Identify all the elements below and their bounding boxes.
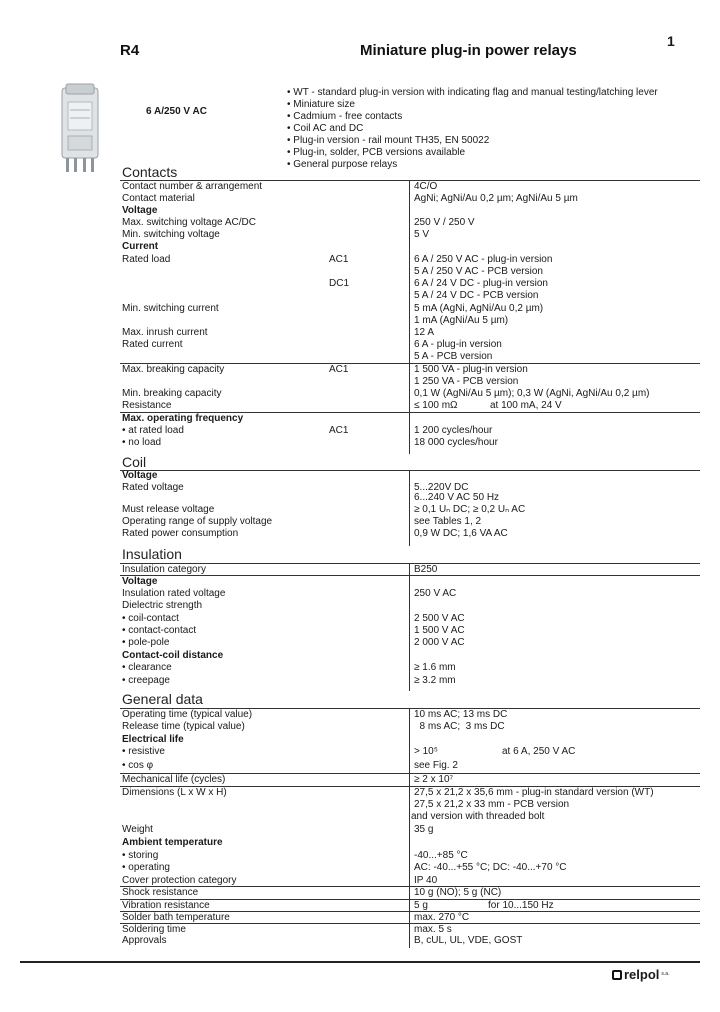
spec-value: 2 000 V AC: [414, 637, 465, 648]
spec-value: ≥ 3.2 mm: [414, 675, 456, 686]
spec-category: AC1: [329, 425, 349, 436]
spec-value: 250 V AC: [414, 588, 457, 599]
spec-value: > 10⁵: [414, 746, 438, 757]
spec-subheading: Ambient temperature: [122, 837, 223, 848]
spec-subheading: Voltage: [122, 576, 158, 587]
spec-label: • creepage: [122, 675, 170, 686]
spec-subheading: Voltage: [122, 470, 158, 481]
spec-condition: at 100 mA, 24 V: [490, 400, 562, 411]
spec-label: Mechanical life (cycles): [122, 774, 226, 785]
spec-value: 5 A / 250 V AC - PCB version: [414, 266, 543, 277]
spec-category: DC1: [329, 278, 350, 289]
spec-value: 5...220V DC: [414, 482, 469, 493]
spec-label: • at rated load: [122, 425, 184, 436]
spec-value: 6 A / 250 V AC - plug-in version: [414, 254, 553, 265]
relpol-logo: [612, 967, 669, 982]
spec-value: 5 V: [414, 229, 430, 240]
spec-label: Rated current: [122, 339, 183, 350]
spec-value: 5 A / 24 V DC - PCB version: [414, 290, 539, 301]
feature-item: • Cadmium - free contacts: [287, 111, 403, 122]
spec-value: 8 ms AC; 3 ms DC: [414, 721, 505, 732]
spec-category: AC1: [329, 254, 349, 265]
page-number: 1: [667, 33, 675, 49]
spec-label: • coil-contact: [122, 613, 179, 624]
section-contacts: Contacts: [122, 164, 178, 180]
spec-label: • pole-pole: [122, 637, 170, 648]
spec-label: • contact-contact: [122, 625, 197, 636]
spec-value: max. 270 °C: [414, 912, 470, 923]
spec-value: AgNi; AgNi/Au 0,2 µm; AgNi/Au 5 µm: [414, 193, 578, 204]
spec-condition: at 6 A, 250 V AC: [502, 746, 576, 757]
spec-value: and version with threaded bolt: [411, 811, 545, 822]
spec-condition: for 10...150 Hz: [488, 900, 554, 911]
spec-value: ≤ 100 mΩ: [414, 400, 458, 411]
spec-label: Max. switching voltage AC/DC: [122, 217, 256, 228]
divider: [120, 563, 700, 564]
spec-value: 27,5 x 21,2 x 33 mm - PCB version: [414, 799, 570, 810]
spec-subheading: Electrical life: [122, 734, 184, 745]
spec-label: • storing: [122, 850, 159, 861]
column-divider: [409, 470, 410, 546]
spec-value: 1 500 VA - plug-in version: [414, 364, 528, 375]
spec-label: Insulation category: [122, 564, 206, 575]
logo-text: relpol: [624, 967, 660, 982]
spec-label: Approvals: [122, 935, 167, 946]
spec-value: 0,9 W DC; 1,6 VA AC: [414, 528, 508, 539]
section-general-data: General data: [122, 691, 203, 707]
spec-label: Min. breaking capacity: [122, 388, 222, 399]
spec-value: 12 A: [414, 327, 435, 338]
spec-subheading: Current: [122, 241, 159, 252]
divider: [120, 575, 700, 576]
spec-label: Contact material: [122, 193, 195, 204]
spec-label: Cover protection category: [122, 875, 237, 886]
spec-value: 10 ms AC; 13 ms DC: [414, 709, 508, 720]
spec-label: • operating: [122, 862, 170, 873]
section-insulation: Insulation: [122, 546, 182, 562]
column-divider: [409, 563, 410, 691]
spec-value: 6 A - plug-in version: [414, 339, 502, 350]
spec-value: 2 500 V AC: [414, 613, 465, 624]
spec-label: Must release voltage: [122, 504, 215, 515]
column-divider: [409, 180, 410, 454]
spec-value: 5 mA (AgNi, AgNi/Au 0,2 µm): [414, 303, 544, 314]
spec-value: B, cUL, UL, VDE, GOST: [414, 935, 523, 946]
spec-label: Weight: [122, 824, 153, 835]
spec-value: 5 g: [414, 900, 428, 911]
spec-subheading: Voltage: [122, 205, 158, 216]
spec-value: 10 g (NO); 5 g (NC): [414, 887, 502, 898]
spec-label: • resistive: [122, 746, 165, 757]
column-divider: [409, 708, 410, 948]
spec-label: Min. switching voltage: [122, 229, 220, 240]
spec-label: Operating time (typical value): [122, 709, 253, 720]
spec-category: AC1: [329, 364, 349, 375]
feature-list: [287, 87, 707, 171]
spec-label: Shock resistance: [122, 887, 199, 898]
logo-suffix: s.a.: [661, 971, 670, 977]
spec-label: Solder bath temperature: [122, 912, 230, 923]
spec-value: see Fig. 2: [414, 760, 458, 771]
feature-item: • Plug-in, solder, PCB versions available: [287, 147, 466, 158]
spec-label: Dielectric strength: [122, 600, 203, 611]
relpol-mark-icon: [612, 970, 622, 980]
feature-item: • General purpose relays: [287, 159, 398, 170]
spec-value: 5 A - PCB version: [414, 351, 493, 362]
spec-label: Max. breaking capacity: [122, 364, 225, 375]
spec-label: Rated load: [122, 254, 171, 265]
relay-product-image: [56, 80, 104, 178]
spec-label: Dimensions (L x W x H): [122, 787, 227, 798]
spec-value: 35 g: [414, 824, 434, 835]
spec-value: 4C/O: [414, 181, 438, 192]
spec-value: IP 40: [414, 875, 438, 886]
spec-label: Min. switching current: [122, 303, 219, 314]
spec-label: Contact number & arrangement: [122, 181, 263, 192]
spec-value: 1 mA (AgNi/Au 5 µm): [414, 315, 509, 326]
spec-label: Operating range of supply voltage: [122, 516, 273, 527]
spec-value: ≥ 2 x 10⁷: [414, 774, 454, 785]
spec-value: 18 000 cycles/hour: [414, 437, 498, 448]
spec-label: Vibration resistance: [122, 900, 210, 911]
model-code: R4: [120, 42, 140, 59]
spec-subheading: Max. operating frequency: [122, 413, 244, 424]
feature-item: • Miniature size: [287, 99, 355, 110]
spec-value: B250: [414, 564, 438, 575]
spec-value: see Tables 1, 2: [414, 516, 482, 527]
spec-label: Soldering time: [122, 924, 186, 935]
feature-item: • Plug-in version - rail mount TH35, EN 50022: [287, 135, 490, 146]
spec-label: Max. inrush current: [122, 327, 208, 338]
spec-value: 250 V / 250 V: [414, 217, 475, 228]
spec-value: max. 5 s: [414, 924, 452, 935]
spec-value: AC: -40...+55 °C; DC: -40...+70 °C: [414, 862, 567, 873]
spec-subheading: Contact-coil distance: [122, 650, 224, 661]
spec-label: • cos φ: [122, 760, 154, 771]
divider: [120, 470, 700, 471]
spec-value: 1 500 V AC: [414, 625, 465, 636]
spec-label: Insulation rated voltage: [122, 588, 226, 599]
spec-label: Release time (typical value): [122, 721, 245, 732]
spec-label: Resistance: [122, 400, 172, 411]
spec-value: 27,5 x 21,2 x 35,6 mm - plug-in standard version (WT): [414, 787, 654, 798]
spec-value: 0,1 W (AgNi/Au 5 µm); 0,3 W (AgNi, AgNi/Au 0,2 µm): [414, 388, 650, 399]
spec-value: 6 A / 24 V DC - plug-in version: [414, 278, 548, 289]
product-rating: 6 A/250 V AC: [146, 106, 207, 117]
footer-rule: [20, 961, 700, 963]
spec-value: 1 250 VA - PCB version: [414, 376, 519, 387]
spec-label: Rated voltage: [122, 482, 184, 493]
spec-value: ≥ 0,1 Uₙ DC; ≥ 0,2 Uₙ AC: [414, 504, 526, 515]
spec-value: -40...+85 °C: [414, 850, 468, 861]
spec-value: 1 200 cycles/hour: [414, 425, 493, 436]
feature-item: • WT - standard plug-in version with indicating flag and manual testing/latching lever: [287, 87, 658, 98]
spec-label: • clearance: [122, 662, 172, 673]
feature-item: • Coil AC and DC: [287, 123, 364, 134]
page-title: Miniature plug-in power relays: [360, 42, 577, 59]
spec-value: 6...240 V AC 50 Hz: [414, 492, 500, 503]
spec-value: ≥ 1.6 mm: [414, 662, 456, 673]
spec-label: • no load: [122, 437, 162, 448]
spec-label: Rated power consumption: [122, 528, 239, 539]
section-coil: Coil: [122, 454, 147, 470]
